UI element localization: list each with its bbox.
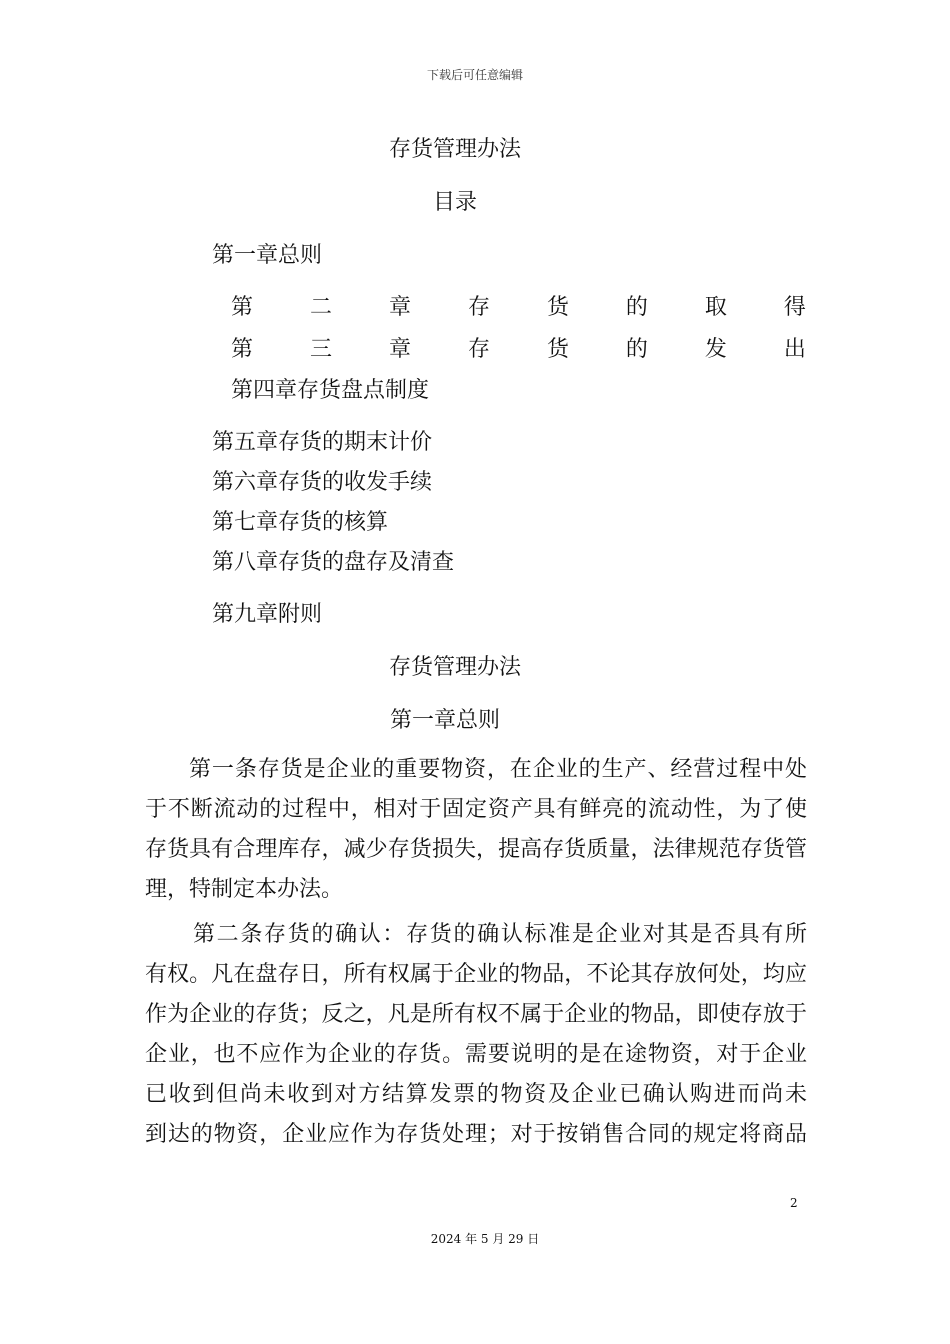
toc-char: 得 — [783, 295, 806, 320]
paragraph-line: 企业，也不应作为企业的存货。需要说明的是在途物资，对于企业 — [145, 1042, 807, 1067]
paragraph-line: 有权。凡在盘存日，所有权属于企业的物品，不论其存放何处，均应 — [145, 962, 807, 987]
paragraph-article-2 — [145, 915, 807, 1155]
paragraph-line: 到达的物资，企业应作为存货处理；对于按销售合同的规定将商品 — [145, 1122, 807, 1147]
paragraph-line: 作为企业的存货；反之，凡是所有权不属于企业的物品，即使存放于 — [145, 1002, 807, 1027]
paragraph-article-1 — [145, 750, 807, 910]
toc-item-ch3 — [231, 332, 806, 363]
chapter-title: 第一章总则 — [389, 708, 500, 733]
toc-char: 取 — [704, 295, 727, 320]
toc-char: 章 — [388, 295, 411, 320]
toc-item-ch2 — [231, 290, 806, 321]
toc-item-ch8: 第八章存货的盘存及清查 — [212, 550, 455, 575]
toc-item-ch7: 第七章存货的核算 — [212, 510, 389, 535]
toc-char: 第 — [231, 337, 254, 362]
toc-char: 的 — [625, 295, 648, 320]
page-header: 下载后可任意编辑 — [426, 68, 523, 82]
toc-item-ch4: 第四章存货盘点制度 — [231, 378, 430, 403]
toc-char: 存 — [467, 295, 490, 320]
toc-char: 二 — [309, 295, 332, 320]
toc-char: 出 — [783, 337, 806, 362]
toc-item-ch9: 第九章附则 — [212, 602, 323, 627]
paragraph-line: 理，特制定本办法。 — [145, 877, 344, 902]
page-number: 2 — [790, 1196, 798, 1210]
document-title: 存货管理办法 — [388, 137, 521, 162]
toc-char: 第 — [231, 295, 254, 320]
paragraph-line: 第二条存货的确认：存货的确认标准是企业对其是否具有所 — [193, 922, 807, 947]
toc-item-ch5: 第五章存货的期末计价 — [212, 430, 433, 455]
page-footer-date: 2024 年 5 月 29 日 — [430, 1232, 540, 1246]
paragraph-line: 于不断流动的过程中，相对于固定资产具有鲜亮的流动性，为了使 — [145, 797, 807, 822]
toc-title: 目录 — [432, 190, 477, 215]
paragraph-line: 已收到但尚未收到对方结算发票的物资及企业已确认购进而尚未 — [145, 1082, 807, 1107]
body-title: 存货管理办法 — [388, 655, 521, 680]
paragraph-line: 第一条存货是企业的重要物资，在企业的生产、经营过程中处 — [189, 757, 807, 782]
toc-char: 存 — [467, 337, 490, 362]
toc-char: 章 — [388, 337, 411, 362]
toc-item-ch1: 第一章总则 — [212, 243, 323, 268]
toc-char: 货 — [546, 295, 569, 320]
toc-char: 货 — [546, 337, 569, 362]
toc-char: 发 — [704, 337, 727, 362]
paragraph-line: 存货具有合理库存，减少存货损失，提高存货质量，法律规范存货管 — [145, 837, 807, 862]
toc-item-ch6: 第六章存货的收发手续 — [212, 470, 433, 495]
toc-char: 的 — [625, 337, 648, 362]
toc-char: 三 — [309, 337, 332, 362]
